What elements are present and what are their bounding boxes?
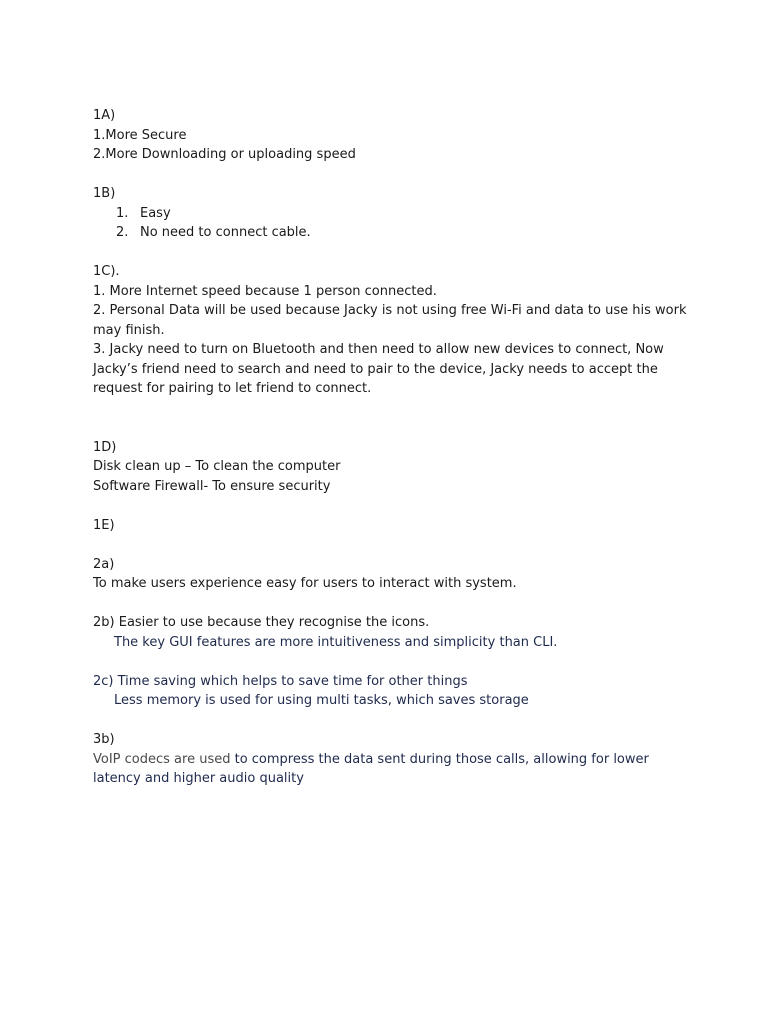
spacer [93,535,693,555]
spacer [93,652,693,672]
list-text: Easy [140,205,171,221]
list-text: No need to connect cable. [140,225,311,240]
answer-2a: To make users experience easy for users to interact with system. [93,576,517,591]
answer-3b-line-2: latency and higher audio quality [93,771,304,786]
heading-1d: 1D) [93,439,117,455]
spacer [93,165,693,185]
spacer [93,594,693,614]
answer-1c-line-1: 1. More Internet speed because 1 person connected. [93,283,437,299]
heading-3b: 3b) [93,732,115,747]
list-number: 2. [116,225,129,240]
answer-1d-line-2: Software Firewall- To ensure security [93,478,331,494]
answer-2c-line-1: 2c) Time saving which helps to save time for other things [93,673,468,689]
spacer [93,399,693,438]
heading-2a: 2a) [93,556,115,572]
answer-1c-line-3: may finish. [93,322,165,338]
answer-1a-item-1: 1.More Secure [93,127,187,143]
heading-1e: 1E) [93,517,115,533]
answer-3b-line-1 [93,750,693,770]
answer-1b-item-2 [93,223,693,243]
spacer [93,711,693,731]
list-number: 1. [116,205,129,221]
answer-3b-term: VoIP codecs are used [93,751,231,767]
answer-1d-line-1: Disk clean up – To clean the computer [93,459,341,474]
heading-1a: 1A) [93,108,116,123]
spacer [93,243,693,263]
answer-1c-line-4: 3. Jacky need to turn on Bluetooth and then need to allow new devices to connect, Now [93,342,664,357]
answer-1c-line-2: 2. Personal Data will be used because Jacky is not using free Wi-Fi and data to use his work [93,303,687,318]
answer-2c-line-2: Less memory is used for using multi tasks, which saves storage [114,693,529,708]
heading-1c: 1C). [93,264,120,279]
answer-1a-item-2: 2.More Downloading or uploading speed [93,147,356,162]
document-body [93,106,693,789]
answer-1c-line-5: Jacky’s friend need to search and need to pair to the device, Jacky needs to accept the [93,361,658,377]
spacer [93,496,693,516]
heading-1b: 1B) [93,186,116,201]
answer-2b-line-2: The key GUI features are more intuitiveness and simplicity than CLI. [114,634,558,650]
answer-3b-text: to compress the data sent during those calls, allowing for lower [230,751,649,767]
answer-2b-line-1: 2b) Easier to use because they recognise the icons. [93,615,430,630]
answer-1b-item-1 [93,204,693,224]
answer-1c-line-6: request for pairing to let friend to connect. [93,381,372,396]
